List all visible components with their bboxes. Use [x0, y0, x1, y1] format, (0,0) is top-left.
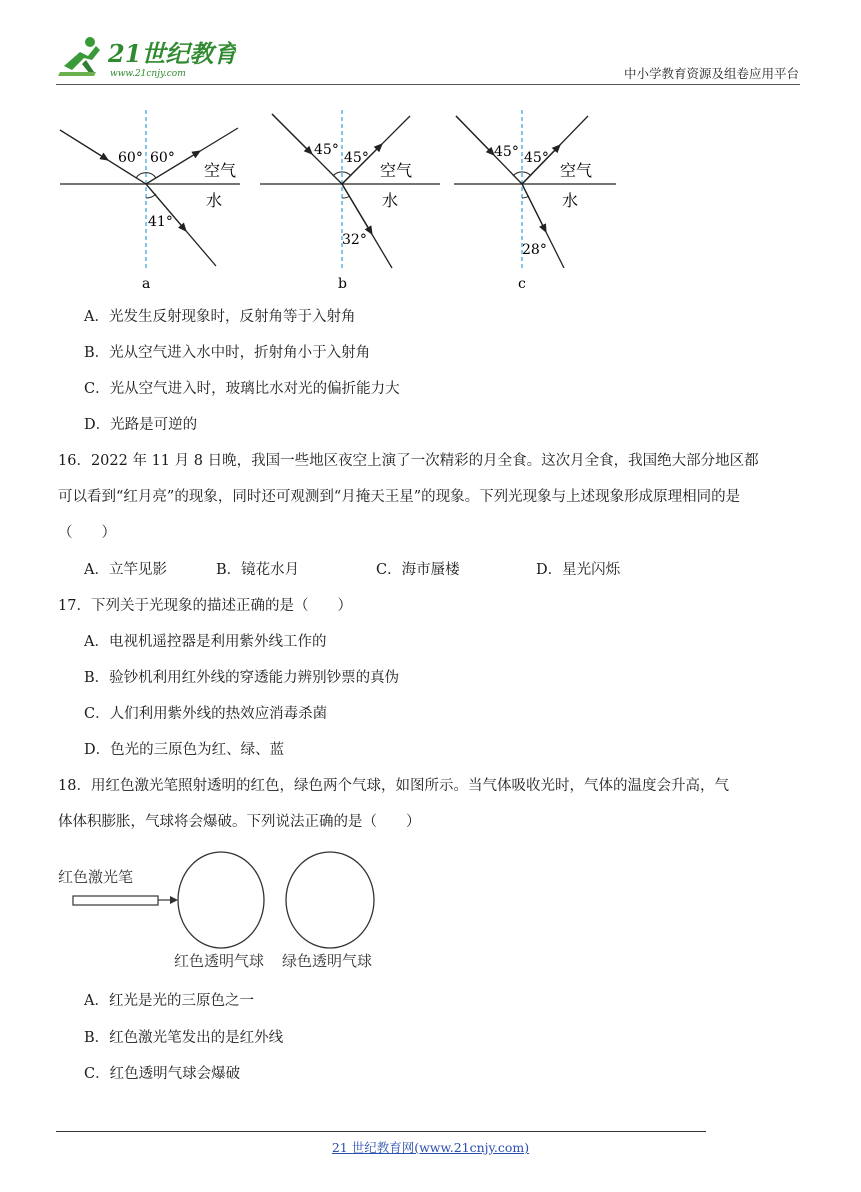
air-label: 空气 — [380, 161, 413, 180]
air-label: 空气 — [560, 161, 593, 180]
q17-stem: 17．下列关于光现象的描述正确的是（ ） — [58, 598, 352, 614]
angle-label: 41° — [148, 214, 173, 230]
angle-label: 32° — [342, 232, 367, 248]
angle-label: 45° — [344, 150, 369, 166]
footer-link[interactable]: 21 世纪教育网(www.21cnjy.com) — [331, 1140, 530, 1155]
red-balloon-label: 红色透明气球 — [174, 952, 265, 970]
angle-label: 60° — [150, 150, 175, 166]
air-label: 空气 — [204, 161, 237, 180]
panel-label: b — [338, 276, 347, 292]
panel-c — [454, 110, 616, 292]
q15-option-d: D．光路是可逆的 — [84, 417, 198, 433]
q16-stem-line3: （ ） — [58, 525, 116, 541]
angle-label: 45° — [314, 142, 339, 158]
refraction-figure — [56, 108, 616, 298]
q16-option-b: B．镜花水月 — [216, 562, 300, 578]
q16-option-a: A．立竿见影 — [84, 562, 167, 578]
q16-stem-line1: 16．2022 年 11 月 8 日晚，我国一些地区夜空上演了一次精彩的月全食。这次月全食，我国绝大部分地区都 — [58, 453, 759, 469]
q17-option-d: D．色光的三原色为红、绿、蓝 — [84, 742, 285, 758]
q17-option-c: C．人们利用紫外线的热效应消毒杀菌 — [84, 706, 328, 722]
platform-title: 中小学教育资源及组卷应用平台 — [623, 66, 799, 81]
panel-label: c — [518, 276, 526, 292]
balloon-figure — [56, 844, 396, 978]
q17-option-b: B．验钞机利用红外线的穿透能力辨别钞票的真伪 — [84, 670, 400, 686]
angle-label: 60° — [118, 150, 143, 166]
water-label: 水 — [206, 191, 223, 210]
laser-pen-label: 红色激光笔 — [58, 868, 134, 886]
panel-label: a — [142, 276, 151, 292]
header-divider — [56, 84, 800, 85]
logo-text: 21世纪教育 — [108, 39, 236, 68]
green-balloon-label: 绿色透明气球 — [282, 952, 373, 970]
angle-label: 45° — [524, 150, 549, 166]
q16-stem-line2: 可以看到“红月亮”的现象，同时还可观测到“月掩天王星”的现象。下列光现象与上述现象形成原理相同的是 — [58, 489, 741, 505]
q16-option-d: D．星光闪烁 — [536, 562, 621, 578]
water-label: 水 — [382, 191, 399, 210]
angle-label: 45° — [494, 144, 519, 160]
green-balloon — [286, 852, 374, 948]
red-balloon — [178, 852, 264, 948]
runner-logo-icon — [58, 37, 100, 76]
q15-option-b: B．光从空气进入水中时，折射角小于入射角 — [84, 345, 371, 361]
site-logo — [56, 32, 236, 82]
q18-stem-line2: 体体积膨胀，气球将会爆破。下列说法正确的是（ ） — [58, 814, 421, 830]
footer-divider — [56, 1131, 706, 1132]
angle-label: 28° — [522, 242, 547, 258]
panel-b — [260, 110, 440, 292]
q18-option-c: C．红色透明气球会爆破 — [84, 1066, 241, 1082]
water-label: 水 — [562, 191, 579, 210]
q18-option-b: B．红色激光笔发出的是红外线 — [84, 1030, 284, 1046]
q15-option-c: C．光从空气进入时，玻璃比水对光的偏折能力大 — [84, 381, 400, 397]
q15-option-a: A．光发生反射现象时，反射角等于入射角 — [84, 309, 356, 325]
q16-option-c: C．海市蜃楼 — [376, 562, 460, 578]
q18-option-a: A．红光是光的三原色之一 — [84, 993, 254, 1009]
q17-option-a: A．电视机遥控器是利用紫外线工作的 — [84, 634, 327, 650]
laser-pen — [73, 896, 158, 905]
panel-a — [60, 110, 240, 292]
q18-stem-line1: 18．用红色激光笔照射透明的红色，绿色两个气球，如图所示。当气体吸收光时，气体的温度会升高，气 — [58, 778, 729, 794]
logo-url: www.21cnjy.com — [110, 69, 186, 79]
